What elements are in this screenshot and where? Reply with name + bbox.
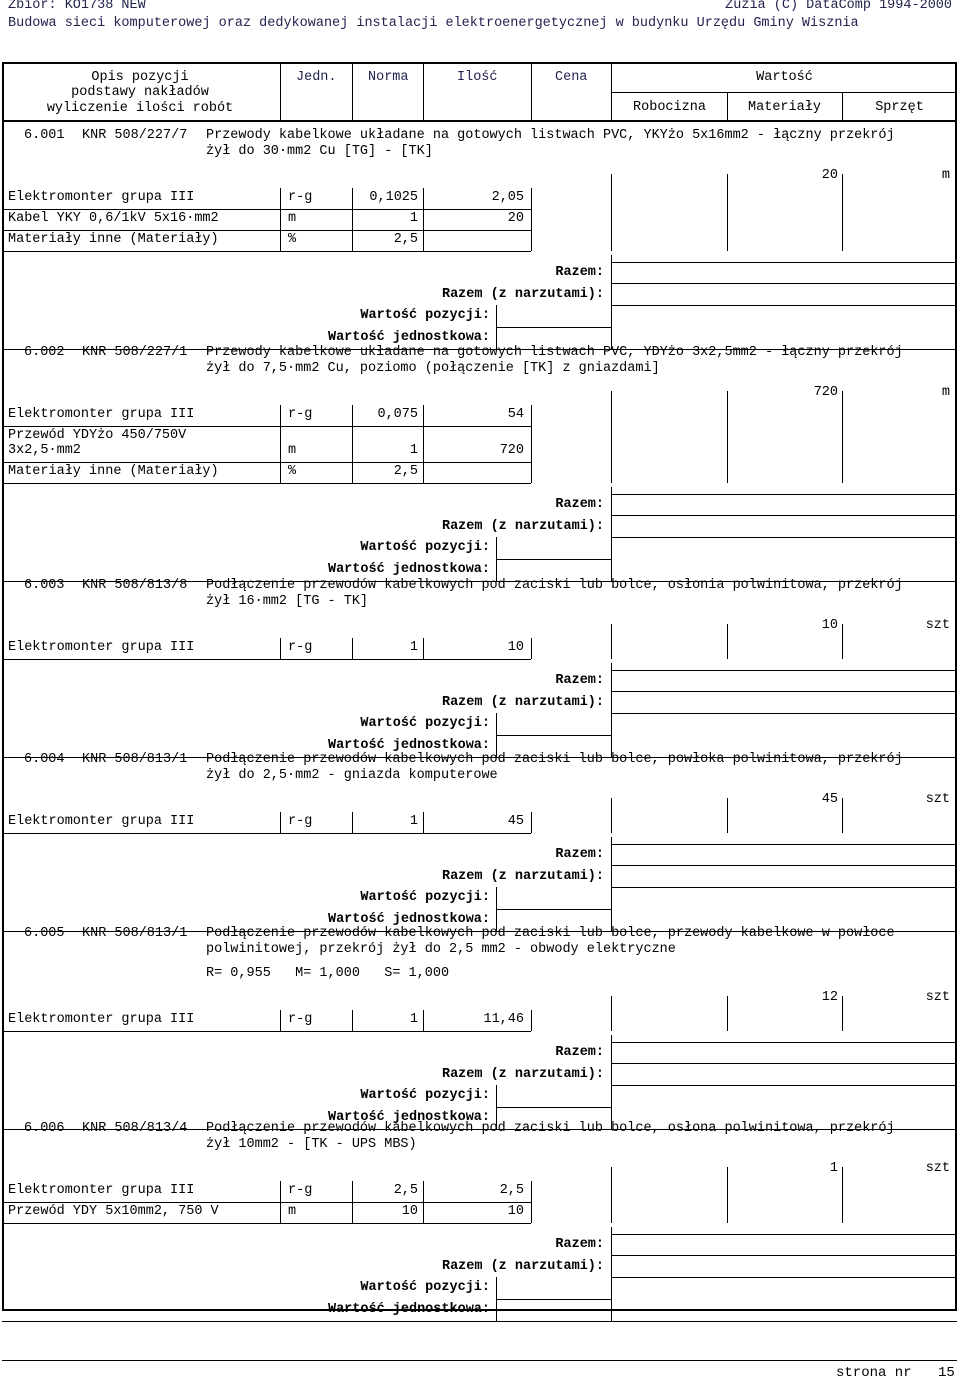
footer-rule xyxy=(2,1360,957,1361)
row-sep xyxy=(280,1010,281,1031)
hdr-sep xyxy=(423,62,424,120)
summary-label-razem: Razem: xyxy=(555,847,604,862)
summary-label-wartosc-pozycji: Wartość pozycji: xyxy=(360,890,490,905)
summary-line xyxy=(611,283,957,284)
summary-line xyxy=(496,1107,611,1108)
summary-line xyxy=(611,1063,957,1064)
row-sep xyxy=(531,188,532,251)
col-desc-line2: podstawy nakładów xyxy=(71,85,209,100)
summary-line xyxy=(611,262,957,263)
col-unit: Jedn. xyxy=(296,70,337,85)
value-sep xyxy=(611,1167,612,1223)
resource-unit: % xyxy=(288,232,297,247)
item-code: KNR 508/227/7 xyxy=(82,128,188,143)
resource-qty: 20 xyxy=(507,211,524,226)
resource-name: Przewód YDYżo 450/750V xyxy=(8,428,187,443)
item-quantity: 1 xyxy=(829,1161,838,1176)
resource-unit: r-g xyxy=(288,407,313,422)
resource-name: Elektromonter grupa III xyxy=(8,190,195,205)
resource-name: Przewód YDY 5x10mm2, 750 V xyxy=(8,1204,219,1219)
summary-label-wartosc-pozycji: Wartość pozycji: xyxy=(360,1280,490,1295)
summary-label-wartosc-jedn: Wartość jednostkowa: xyxy=(327,737,490,753)
item-unit: m xyxy=(941,168,950,183)
resource-unit: m xyxy=(288,1204,297,1219)
value-sep xyxy=(611,391,612,483)
resource-qty: 720 xyxy=(499,443,524,458)
resource-norm: 10 xyxy=(401,1204,418,1219)
row-sep xyxy=(352,405,353,483)
value-sep xyxy=(727,391,728,483)
row-line xyxy=(2,833,531,834)
item-quantity: 45 xyxy=(821,792,838,807)
summary-label-razem-narzut: Razem (z narzutami): xyxy=(441,868,604,884)
row-sep xyxy=(352,638,353,659)
resource-norm: 1 xyxy=(409,211,418,226)
value-sep xyxy=(842,391,843,483)
row-line xyxy=(2,1202,531,1203)
item-quantity: 12 xyxy=(821,990,838,1005)
resource-norm: 2,5 xyxy=(393,464,418,479)
resource-norm: 1 xyxy=(409,814,418,829)
resource-unit: r-g xyxy=(288,1183,313,1198)
hdr-sep xyxy=(727,92,728,120)
summary-label-razem-narzut: Razem (z narzutami): xyxy=(441,1258,604,1274)
resource-name: Elektromonter grupa III xyxy=(8,1012,195,1027)
row-sep xyxy=(531,1010,532,1031)
summary-line xyxy=(611,1277,612,1321)
row-sep xyxy=(352,1010,353,1031)
summary-line xyxy=(611,887,957,888)
vendor-label: Zuzia (C) DataComp 1994-2000 xyxy=(725,0,952,13)
item-code: KNR 508/813/1 xyxy=(82,926,188,941)
row-sep xyxy=(280,188,281,251)
col-desc-line3: wyliczenie ilości robót xyxy=(46,101,234,116)
resource-unit: m xyxy=(288,443,297,458)
resource-name: Elektromonter grupa III xyxy=(8,1183,195,1198)
item-unit: szt xyxy=(925,990,950,1005)
resource-qty: 54 xyxy=(507,407,524,422)
resource-qty: 45 xyxy=(507,814,524,829)
summary-label-razem: Razem: xyxy=(555,1045,604,1060)
row-sep xyxy=(280,812,281,833)
summary-line xyxy=(611,670,957,671)
resource-unit: r-g xyxy=(288,1012,313,1027)
summary-line xyxy=(611,515,957,516)
resource-norm: 0,1025 xyxy=(369,190,418,205)
summary-line xyxy=(611,305,612,349)
resource-norm: 1 xyxy=(409,443,418,458)
resource-unit: % xyxy=(288,464,297,479)
summary-line xyxy=(611,255,612,305)
summary-line xyxy=(611,1234,957,1235)
item-number: 6.006 xyxy=(24,1121,65,1136)
summary-line xyxy=(611,305,957,306)
set-label: Zbiór: KO1738 NEW xyxy=(8,0,146,13)
row-sep xyxy=(280,638,281,659)
item-code: KNR 508/227/1 xyxy=(82,345,188,360)
summary-label-wartosc-jedn: Wartość jednostkowa: xyxy=(327,1301,490,1317)
summary-line xyxy=(611,1042,957,1043)
row-sep xyxy=(423,188,424,251)
summary-label-razem-narzut: Razem (z narzutami): xyxy=(441,1066,604,1082)
item-description: żył 16·mm2 [TG - TK] xyxy=(206,594,369,609)
resource-unit: m xyxy=(288,211,297,226)
value-sep xyxy=(842,624,843,659)
summary-label-razem: Razem: xyxy=(555,1237,604,1252)
hdr-sep xyxy=(611,92,957,93)
summary-label-wartosc-jedn: Wartość jednostkowa: xyxy=(327,561,490,577)
value-sep xyxy=(842,996,843,1031)
summary-label-razem-narzut: Razem (z narzutami): xyxy=(441,286,604,302)
resource-unit: r-g xyxy=(288,814,313,829)
value-sep xyxy=(611,798,612,833)
resource-name: Elektromonter grupa III xyxy=(8,640,195,655)
row-sep xyxy=(423,812,424,833)
item-quantity: 10 xyxy=(821,618,838,633)
summary-line xyxy=(611,865,957,866)
summary-line xyxy=(611,1227,612,1277)
col-norm: Norma xyxy=(368,70,409,85)
row-line xyxy=(2,659,531,660)
summary-line xyxy=(611,663,612,713)
summary-line xyxy=(611,713,957,714)
resource-qty: 10 xyxy=(507,1204,524,1219)
value-sep xyxy=(727,996,728,1031)
summary-line xyxy=(496,909,611,910)
resource-name: Elektromonter grupa III xyxy=(8,407,195,422)
summary-line xyxy=(611,837,612,887)
value-sep xyxy=(611,174,612,251)
summary-line xyxy=(496,327,611,328)
summary-line xyxy=(611,494,957,495)
col-qty: Ilość xyxy=(457,70,498,85)
item-description: żył do 2,5·mm2 - gniazda komputerowe xyxy=(206,768,498,783)
summary-label-razem-narzut: Razem (z narzutami): xyxy=(441,518,604,534)
summary-label-wartosc-pozycji: Wartość pozycji: xyxy=(360,716,490,731)
item-code: KNR 508/813/8 xyxy=(82,578,188,593)
summary-line xyxy=(611,713,612,757)
item-description: żył 10mm2 - [TK - UPS MBS) xyxy=(206,1137,417,1152)
summary-label-razem: Razem: xyxy=(555,673,604,688)
summary-line xyxy=(496,559,611,560)
col-value: Wartość xyxy=(756,70,813,85)
value-sep xyxy=(727,798,728,833)
item-number: 6.002 xyxy=(24,345,65,360)
summary-line xyxy=(611,537,612,581)
summary-label-wartosc-jedn: Wartość jednostkowa: xyxy=(327,329,490,345)
item-description: Przewody kabelkowe układane na gotowych listwach PVC, YKYżo 5x16mm2 - łączny przekrój xyxy=(206,128,895,143)
summary-label-razem: Razem: xyxy=(555,497,604,512)
summary-line xyxy=(611,1085,957,1086)
col-materials: Materiały xyxy=(748,100,821,115)
row-sep xyxy=(352,812,353,833)
row-line xyxy=(2,1223,531,1224)
resource-norm: 1 xyxy=(409,1012,418,1027)
row-sep xyxy=(531,1181,532,1223)
resource-norm: 1 xyxy=(409,640,418,655)
value-sep xyxy=(727,624,728,659)
row-line xyxy=(2,251,531,252)
value-sep xyxy=(842,174,843,251)
summary-line xyxy=(611,1035,612,1085)
row-sep xyxy=(531,638,532,659)
value-sep xyxy=(611,624,612,659)
row-line xyxy=(2,1031,531,1032)
col-equipment: Sprzęt xyxy=(875,100,924,115)
summary-line xyxy=(611,1277,957,1278)
summary-line xyxy=(496,735,611,736)
resource-name: 3x2,5·mm2 xyxy=(8,443,81,458)
value-sep xyxy=(727,1167,728,1223)
row-sep xyxy=(280,1181,281,1223)
hdr-bottom xyxy=(2,120,957,122)
item-description: żył do 30·mm2 Cu [TG] - [TK] xyxy=(206,144,433,159)
summary-line xyxy=(611,1255,957,1256)
item-description: Przewody kabelkowe układane na gotowych listwach PVC, YDYżo 3x2,5mm2 - łączny przekrój xyxy=(206,345,903,360)
item-unit: szt xyxy=(925,618,950,633)
item-unit: szt xyxy=(925,792,950,807)
hdr-sep xyxy=(280,62,281,120)
resource-qty: 2,05 xyxy=(491,190,524,205)
item-number: 6.004 xyxy=(24,752,65,767)
item-number: 6.001 xyxy=(24,128,65,143)
resource-name: Kabel YKY 0,6/1kV 5x16·mm2 xyxy=(8,211,219,226)
row-line xyxy=(2,483,531,484)
resource-qty: 2,5 xyxy=(499,1183,524,1198)
col-desc-line1: Opis pozycji xyxy=(91,70,189,85)
resource-unit: r-g xyxy=(288,190,313,205)
summary-line xyxy=(611,887,612,931)
resource-unit: r-g xyxy=(288,640,313,655)
summary-label-razem: Razem: xyxy=(555,265,604,280)
item-factors: R= 0,955 M= 1,000 S= 1,000 xyxy=(206,966,450,981)
row-sep xyxy=(423,405,424,483)
item-description: polwinitowej, przekrój żył do 2,5 mm2 - obwody elektryczne xyxy=(206,942,676,957)
summary-label-wartosc-pozycji: Wartość pozycji: xyxy=(360,308,490,323)
hdr-sep xyxy=(352,62,353,120)
summary-label-razem-narzut: Razem (z narzutami): xyxy=(441,694,604,710)
item-code: KNR 508/813/1 xyxy=(82,752,188,767)
item-code: KNR 508/813/4 xyxy=(82,1121,188,1136)
resource-norm: 2,5 xyxy=(393,1183,418,1198)
summary-line xyxy=(611,844,957,845)
hdr-sep xyxy=(611,62,612,120)
row-line xyxy=(2,462,531,463)
value-sep xyxy=(842,798,843,833)
item-quantity: 720 xyxy=(813,385,838,400)
col-price: Cena xyxy=(555,70,588,85)
resource-name: Materiały inne (Materiały) xyxy=(8,464,219,479)
item-description: Podłączenie przewodów kabelkowych pod zaciski lub bolce, osłona polwinitowa, przekrój xyxy=(206,1121,895,1136)
row-line xyxy=(2,230,531,231)
row-sep xyxy=(531,812,532,833)
row-line xyxy=(2,426,531,427)
row-line xyxy=(2,209,531,210)
page-label: strona nr xyxy=(836,1365,912,1381)
summary-line xyxy=(611,691,957,692)
row-sep xyxy=(423,638,424,659)
row-sep xyxy=(423,1010,424,1031)
row-sep xyxy=(531,405,532,483)
row-sep xyxy=(352,188,353,251)
hdr-sep xyxy=(842,92,843,120)
item-description: Podłączenie przewodów kabelkowych pod zaciski lub bolce, osłonia polwinitowa, przekrój xyxy=(206,578,903,593)
item-description: Podłączenie przewodów kabelkowych pod zaciski lub bolce, powłoka polwinitowa, przekrój xyxy=(206,752,903,767)
row-sep xyxy=(352,1181,353,1223)
row-sep xyxy=(280,405,281,483)
resource-qty: 10 xyxy=(507,640,524,655)
value-sep xyxy=(842,1167,843,1223)
item-description: żył do 7,5·mm2 Cu, poziomo (połączenie [TK] z gniazdami] xyxy=(206,361,660,376)
resource-norm: 0,075 xyxy=(377,407,418,422)
summary-label-wartosc-pozycji: Wartość pozycji: xyxy=(360,540,490,555)
item-unit: m xyxy=(941,385,950,400)
summary-line xyxy=(2,1321,957,1322)
summary-label-wartosc-pozycji: Wartość pozycji: xyxy=(360,1088,490,1103)
project-title: Budowa sieci komputerowej oraz dedykowanej instalacji elektroenergetycznej w budynku Urzędu Gminy Wisznia xyxy=(8,16,859,31)
resource-name: Elektromonter grupa III xyxy=(8,814,195,829)
summary-line xyxy=(611,537,957,538)
item-quantity: 20 xyxy=(821,168,838,183)
resource-qty: 11,46 xyxy=(483,1012,524,1027)
summary-label-wartosc-jedn: Wartość jednostkowa: xyxy=(327,1109,490,1125)
value-sep xyxy=(727,174,728,251)
summary-line xyxy=(611,487,612,537)
page-number: 15 xyxy=(938,1365,955,1381)
item-description: Podłączenie przewodów kabelkowych pod zaciski lub bolce, przewody kabelkowe w powłoce xyxy=(206,926,895,941)
col-labour: Robocizna xyxy=(633,100,706,115)
resource-name: Materiały inne (Materiały) xyxy=(8,232,219,247)
summary-label-wartosc-jedn: Wartość jednostkowa: xyxy=(327,911,490,927)
row-sep xyxy=(423,1181,424,1223)
resource-norm: 2,5 xyxy=(393,232,418,247)
summary-line xyxy=(496,1299,611,1300)
value-sep xyxy=(611,996,612,1031)
hdr-sep xyxy=(531,62,532,120)
item-number: 6.005 xyxy=(24,926,65,941)
item-number: 6.003 xyxy=(24,578,65,593)
item-unit: szt xyxy=(925,1161,950,1176)
